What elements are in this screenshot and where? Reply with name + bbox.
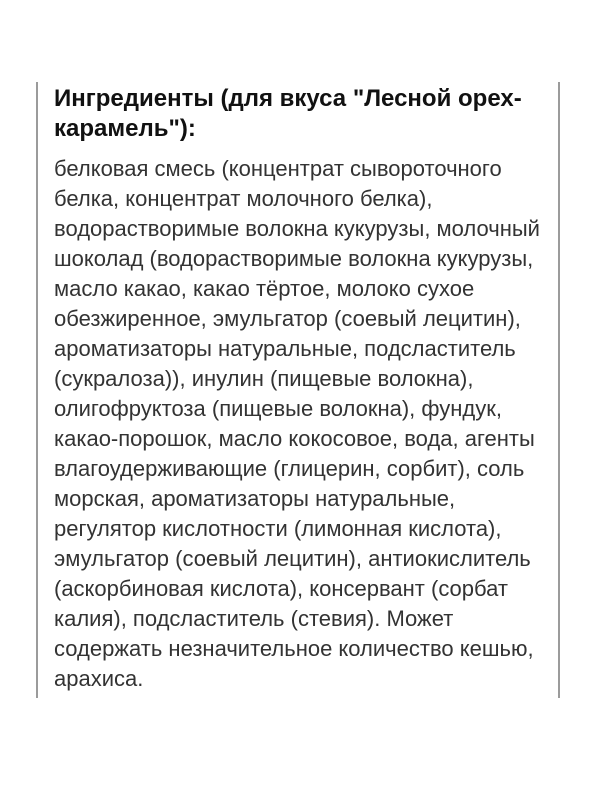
ingredients-panel bbox=[36, 82, 560, 698]
ingredients-title: Ингредиенты (для вкуса "Лесной орех-карамель"): bbox=[54, 85, 522, 142]
ingredients-text: белковая смесь (концентрат сывороточного белка, концентрат молочного белка), водорастворимые волокна кукурузы, молочный шоколад (водорастворимые волокна кукурузы, масло какао, какао тёртое, молоко сухое обезжиренное, эмульгатор (соевый лецитин), ароматизаторы натуральные, подсластитель (сукралоза)), инулин (пищевые волокна), олигофруктоза (пищевые волокна), фундук, какао-порошок, масло кокосовое, вода, агенты влагоудерживающие (глицерин, сорбит), соль морская, ароматизаторы натуральные, регулятор кислотности (лимонная кислота), эмульгатор (соевый лецитин), антиокислитель (аскорбиновая кислота), консервант (сорбат калия), подсластитель (стевия). Может содержать незначительное количество кешью, арахиса. bbox=[54, 156, 540, 691]
